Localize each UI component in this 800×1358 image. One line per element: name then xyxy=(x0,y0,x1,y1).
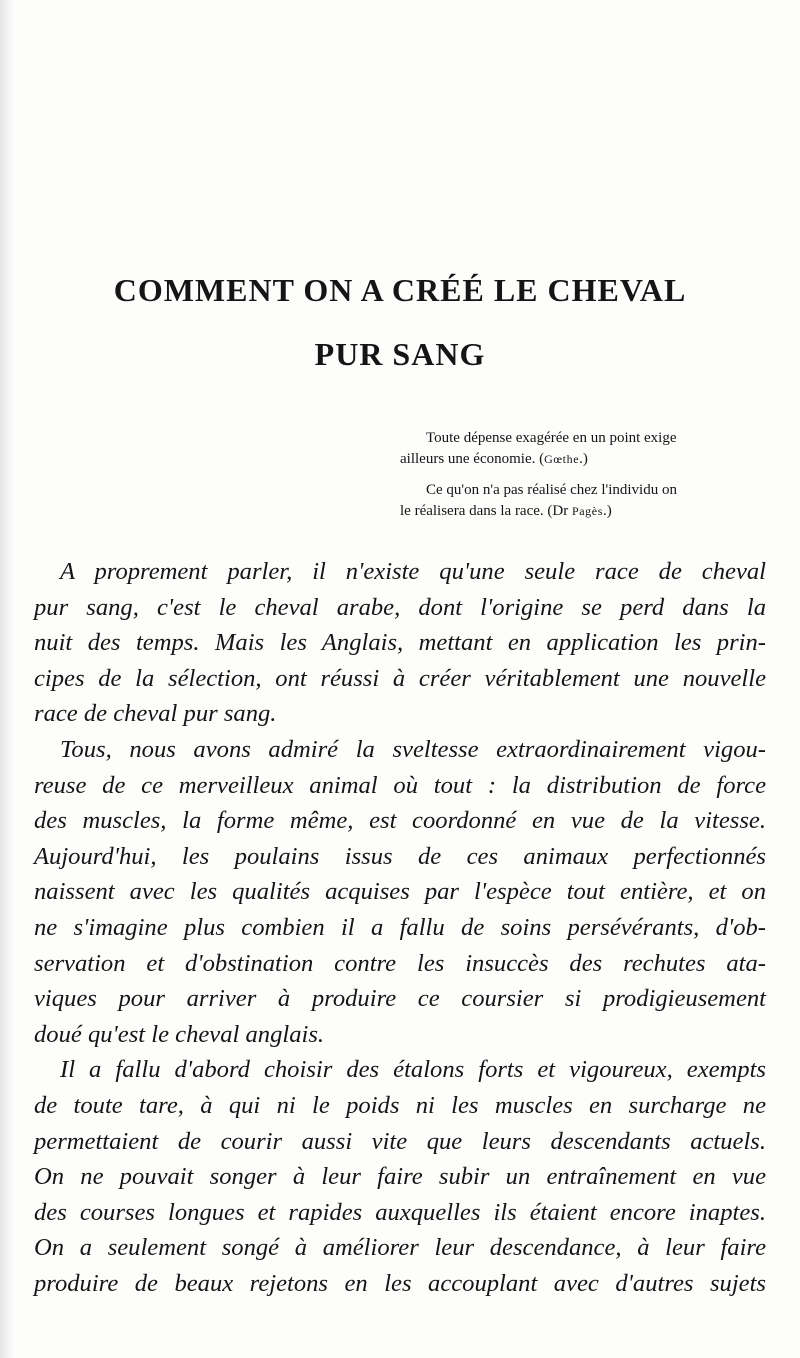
epigraph-line: Ce qu'on n'a pas réalisé chez l'individu on xyxy=(426,482,677,498)
page-edge-shadow xyxy=(0,0,14,1358)
body-line: des courses longues et rapides auxquelles ils étaient encore inaptes. xyxy=(34,1198,766,1226)
body-line: de toute tare, à qui ni le poids ni les muscles en surcharge ne xyxy=(34,1091,766,1119)
body-line: produire de beaux rejetons en les accouplant avec d'autres sujets xyxy=(34,1269,766,1297)
epigraph-line: ailleurs une économie. ( xyxy=(400,451,545,467)
body-line: pur sang, c'est le cheval arabe, dont l'origine se perd dans la xyxy=(34,593,766,621)
body-line: nuit des temps. Mais les Anglais, mettant en application les prin- xyxy=(34,629,766,657)
epigraph-line: le réalisera dans la race. (Dr xyxy=(400,503,572,519)
epigraph-pages xyxy=(400,480,758,522)
body-line: Aujourd'hui, les poulains issus de ces animaux perfectionnés xyxy=(34,842,766,870)
body-line: cipes de la sélection, ont réussi à créer véritablement une nouvelle xyxy=(34,664,766,692)
body-line: ne s'imagine plus combien il a fallu de soins persévérants, d'ob- xyxy=(34,913,766,941)
epigraph-line: Toute dépense exagérée en un point exige xyxy=(426,430,677,446)
chapter-title-line-1: COMMENT ON A CRÉÉ LE CHEVAL xyxy=(113,272,687,308)
chapter-title-line-2: PUR SANG xyxy=(314,336,486,372)
body-text xyxy=(34,554,766,1301)
epigraph-author: Pagès xyxy=(571,504,603,518)
body-line: A proprement parler, il n'existe qu'une seule race de cheval xyxy=(60,558,766,585)
epigraph-author: Gœthe xyxy=(544,452,580,466)
body-line: naissent avec les qualités acquises par l'espèce tout entière, et on xyxy=(34,878,766,906)
body-line: servation et d'obstination contre les insuccès des rechutes ata- xyxy=(34,949,766,977)
body-line: Il a fallu d'abord choisir des étalons forts et vigoureux, exempts xyxy=(60,1056,766,1084)
epigraph-goethe xyxy=(400,428,758,470)
body-line: viques pour arriver à produire ce coursier si prodigieusement xyxy=(34,985,766,1013)
epigraph-close: .) xyxy=(602,503,612,519)
body-line: des muscles, la forme même, est coordonné en vue de la vitesse. xyxy=(34,807,766,835)
body-line: permettaient de courir aussi vite que leurs descendants actuels. xyxy=(34,1127,766,1155)
body-line: reuse de ce merveilleux animal où tout : la distribution de force xyxy=(34,771,766,799)
body-line: On a seulement songé à améliorer leur descendance, à leur faire xyxy=(34,1234,766,1262)
body-line: race de cheval pur sang. xyxy=(34,700,277,728)
epigraph-close: .) xyxy=(579,451,588,467)
body-line: doué qu'est le cheval anglais. xyxy=(34,1020,325,1048)
body-line: Tous, nous avons admiré la sveltesse extraordinairement vigou- xyxy=(60,735,766,763)
body-line: On ne pouvait songer à leur faire subir un entraînement en vue xyxy=(34,1163,766,1191)
